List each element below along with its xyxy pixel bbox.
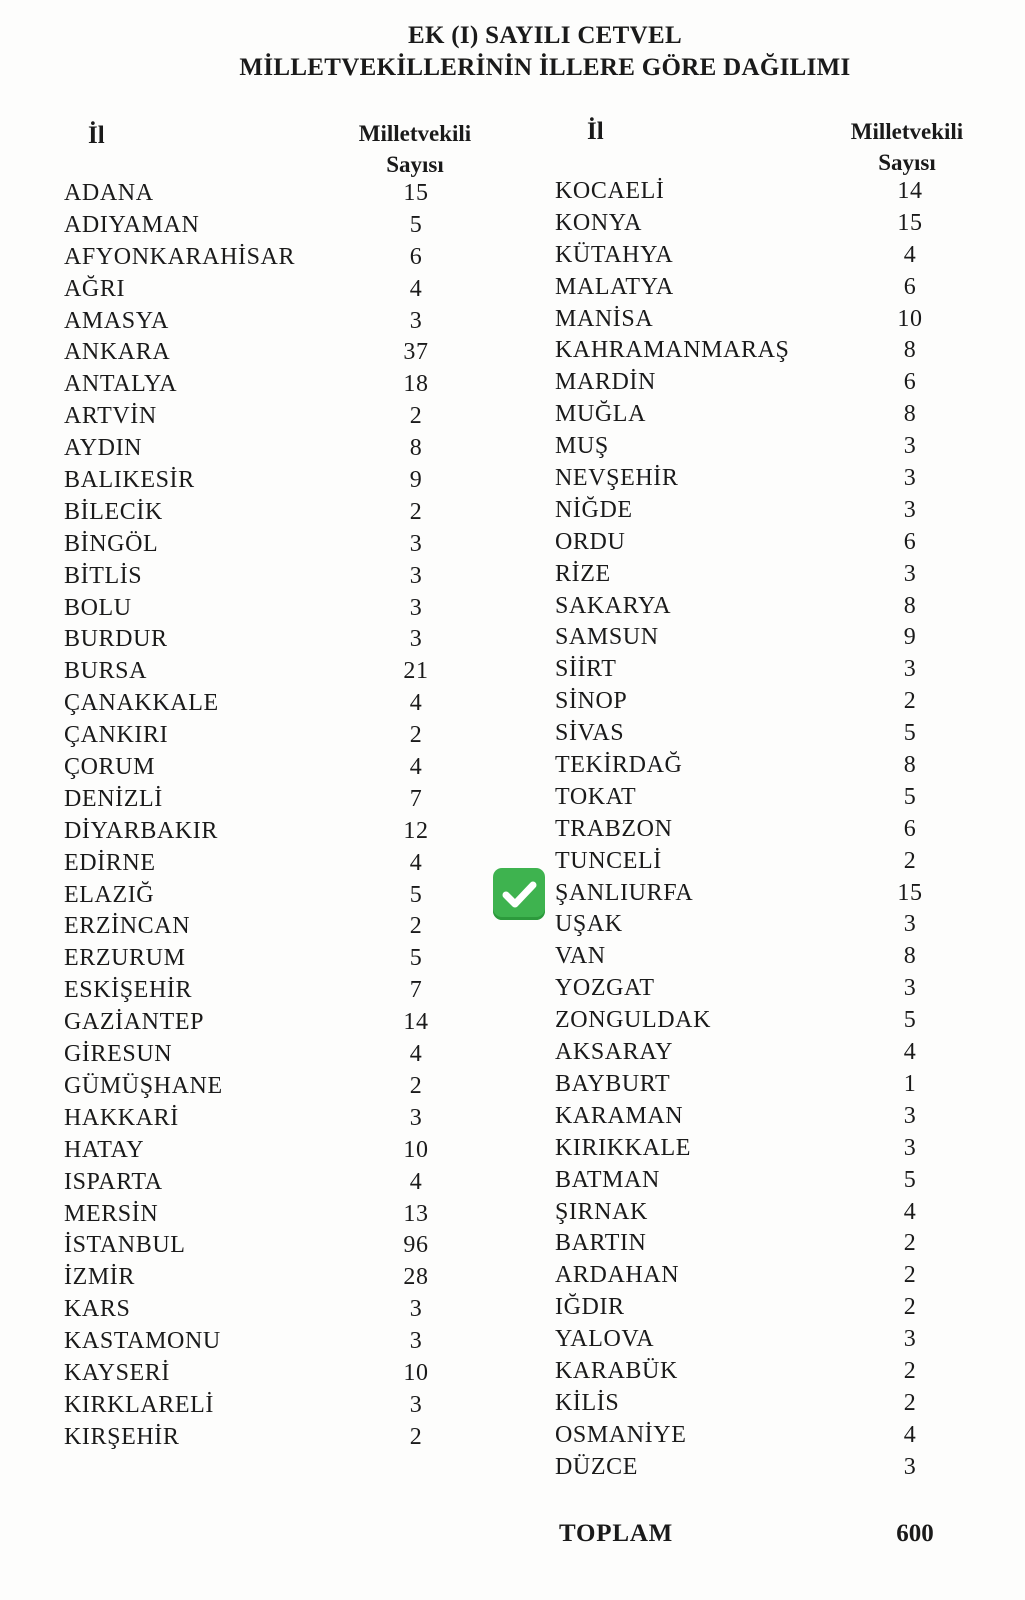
table-row <box>555 561 985 593</box>
table-row <box>555 306 985 338</box>
deputy-count: 2 <box>409 913 423 940</box>
province-name: HAKKARİ <box>64 1104 179 1131</box>
province-name: KASTAMONU <box>64 1328 221 1355</box>
table-row <box>555 1135 985 1167</box>
deputy-count: 10 <box>897 305 923 332</box>
table-row <box>555 1454 985 1486</box>
province-name: YOZGAT <box>555 975 655 1002</box>
deputy-count: 15 <box>897 879 923 906</box>
province-name: IĞDIR <box>555 1294 625 1321</box>
province-name: TUNCELİ <box>555 847 662 874</box>
province-name: UŞAK <box>555 911 623 938</box>
table-row <box>64 595 504 627</box>
deputy-count: 1 <box>903 1070 917 1097</box>
province-name: AĞRI <box>64 275 126 302</box>
deputy-count: 8 <box>903 752 917 779</box>
deputy-count: 2 <box>409 498 423 525</box>
table-row <box>64 308 504 340</box>
table-row <box>64 339 504 371</box>
deputy-count: 2 <box>409 1072 423 1099</box>
province-name: ADIYAMAN <box>64 211 200 238</box>
province-name: ERZİNCAN <box>64 913 191 940</box>
province-name: KARAMAN <box>555 1102 684 1129</box>
province-name: SAMSUN <box>555 624 659 651</box>
deputy-count: 14 <box>897 178 923 204</box>
province-name: GAZİANTEP <box>64 1009 205 1036</box>
table-row <box>64 1424 504 1456</box>
table-row <box>555 465 985 497</box>
table-row <box>64 626 504 658</box>
deputy-count: 5 <box>903 1166 917 1193</box>
province-name: KARS <box>64 1296 131 1323</box>
province-name: MANİSA <box>555 305 654 332</box>
table-row <box>64 1201 504 1233</box>
deputy-count: 10 <box>403 1136 429 1163</box>
province-name: ARDAHAN <box>555 1262 680 1289</box>
table-row <box>555 1326 985 1358</box>
province-name: KOCAELİ <box>555 178 665 204</box>
province-name: ŞIRNAK <box>555 1198 648 1225</box>
deputy-count: 3 <box>409 594 423 621</box>
table-row <box>64 1232 504 1264</box>
table-row <box>555 880 985 912</box>
deputy-count: 2 <box>409 1423 423 1450</box>
province-name: ÇANKIRI <box>64 722 169 749</box>
table-row <box>555 1294 985 1326</box>
deputy-count: 5 <box>903 1007 917 1034</box>
deputy-count: 12 <box>403 817 429 844</box>
table-row <box>555 656 985 688</box>
deputy-count: 3 <box>903 1453 917 1480</box>
table-row <box>555 1039 985 1071</box>
province-name: AFYONKARAHİSAR <box>64 243 296 270</box>
table-row <box>64 435 504 467</box>
deputy-count: 3 <box>903 911 917 938</box>
deputy-count: 3 <box>409 562 423 589</box>
table-row <box>555 497 985 529</box>
deputy-count: 6 <box>903 273 917 300</box>
deputy-count: 4 <box>409 1168 423 1195</box>
deputy-count: 5 <box>409 881 423 908</box>
province-name: BURSA <box>64 658 148 685</box>
table-row <box>64 403 504 435</box>
province-name: ÇORUM <box>64 754 156 781</box>
deputy-count: 6 <box>903 815 917 842</box>
province-name: GİRESUN <box>64 1041 173 1068</box>
deputy-count: 3 <box>409 1104 423 1131</box>
province-name: DİYARBAKIR <box>64 817 219 844</box>
deputy-count: 3 <box>409 1296 423 1323</box>
deputy-count: 3 <box>903 1102 917 1129</box>
province-name: GÜMÜŞHANE <box>64 1072 223 1099</box>
province-name: KIRKLARELİ <box>64 1391 214 1418</box>
province-name: SİVAS <box>555 720 625 747</box>
province-name: KÜTAHYA <box>555 241 674 268</box>
deputy-count: 8 <box>903 592 917 619</box>
table-row <box>64 212 504 244</box>
province-name: EDİRNE <box>64 849 156 876</box>
province-name: BİTLİS <box>64 562 143 589</box>
deputy-count-header-line1: Milletvekili <box>850 119 964 144</box>
deputy-count: 13 <box>403 1200 429 1227</box>
table-row <box>64 1009 504 1041</box>
deputy-count: 14 <box>403 1009 429 1036</box>
table-row <box>64 467 504 499</box>
deputy-count: 5 <box>409 211 423 238</box>
table-row <box>64 945 504 977</box>
table-row <box>64 1328 504 1360</box>
table-row <box>64 977 504 1009</box>
province-name: BAYBURT <box>555 1070 671 1097</box>
deputy-count: 4 <box>409 754 423 781</box>
table-row <box>555 369 985 401</box>
province-name: ÇANAKKALE <box>64 690 219 717</box>
province-name: BARTIN <box>555 1230 647 1257</box>
deputy-count: 3 <box>903 1326 917 1353</box>
deputy-count: 18 <box>403 371 429 398</box>
table-row <box>64 371 504 403</box>
deputy-count: 15 <box>897 209 923 236</box>
province-name: SİNOP <box>555 688 628 715</box>
right-rows <box>555 178 985 1486</box>
table-row <box>555 1358 985 1390</box>
table-row <box>64 690 504 722</box>
table-row <box>64 786 504 818</box>
deputy-count: 3 <box>409 1391 423 1418</box>
table-row <box>64 882 504 914</box>
province-name: AYDIN <box>64 435 143 462</box>
province-name: MERSİN <box>64 1200 159 1227</box>
table-row <box>555 1262 985 1294</box>
table-row <box>555 752 985 784</box>
deputy-count: 6 <box>903 369 917 396</box>
deputy-count: 4 <box>409 849 423 876</box>
deputy-count: 10 <box>403 1359 429 1386</box>
table-row <box>64 658 504 690</box>
province-name: ORDU <box>555 528 626 555</box>
deputy-count: 4 <box>903 1198 917 1225</box>
province-name: ANKARA <box>64 339 171 366</box>
table-row <box>64 531 504 563</box>
table-row <box>64 913 504 945</box>
deputy-count: 6 <box>903 528 917 555</box>
deputy-count: 8 <box>903 943 917 970</box>
deputy-count: 2 <box>903 1389 917 1416</box>
deputy-count: 8 <box>903 337 917 364</box>
province-header: İl <box>88 122 105 149</box>
province-name: NEVŞEHİR <box>555 465 679 492</box>
table-row <box>555 848 985 880</box>
province-name: KIRIKKALE <box>555 1134 692 1161</box>
table-row <box>64 1169 504 1201</box>
province-name: BİLECİK <box>64 498 163 525</box>
province-name: İZMİR <box>64 1264 135 1291</box>
deputy-count: 2 <box>409 722 423 749</box>
province-header: İl <box>587 118 604 145</box>
table-row <box>555 529 985 561</box>
deputy-count: 3 <box>903 465 917 492</box>
table-row <box>555 688 985 720</box>
table-row <box>64 1296 504 1328</box>
province-name: YALOVA <box>555 1326 655 1353</box>
table-row <box>555 401 985 433</box>
deputy-count: 4 <box>903 1421 917 1448</box>
deputy-count-header <box>837 116 977 178</box>
table-row <box>555 1199 985 1231</box>
table-row <box>555 911 985 943</box>
deputy-count-header-line2: Sayısı <box>878 150 936 175</box>
deputy-count: 3 <box>409 626 423 653</box>
province-name: SİİRT <box>555 656 617 683</box>
province-name: KAHRAMANMARAŞ <box>555 337 790 364</box>
province-name: ADANA <box>64 180 154 206</box>
province-name: MUĞLA <box>555 401 646 428</box>
deputy-count: 2 <box>903 1357 917 1384</box>
deputy-count: 37 <box>403 339 429 366</box>
province-name: OSMANİYE <box>555 1421 687 1448</box>
table-row <box>555 784 985 816</box>
province-name: İSTANBUL <box>64 1232 186 1259</box>
deputy-count: 3 <box>903 1134 917 1161</box>
deputy-count: 2 <box>409 403 423 430</box>
table-row <box>555 337 985 369</box>
table-row <box>555 593 985 625</box>
table-row <box>64 1137 504 1169</box>
province-name: ISPARTA <box>64 1168 163 1195</box>
deputy-count: 5 <box>903 783 917 810</box>
table-row <box>64 244 504 276</box>
province-name: BİNGÖL <box>64 530 159 557</box>
table-row <box>64 722 504 754</box>
deputy-count: 21 <box>403 658 429 685</box>
table-row <box>64 818 504 850</box>
table-row <box>555 210 985 242</box>
table-row <box>64 180 504 212</box>
province-name: DENİZLİ <box>64 785 163 812</box>
province-name: AKSARAY <box>555 1039 674 1066</box>
table-row <box>64 1264 504 1296</box>
deputy-count: 7 <box>409 785 423 812</box>
province-name: TRABZON <box>555 815 673 842</box>
document-subtitle: MİLLETVEKİLLERİNİN İLLERE GÖRE DAĞILIMI <box>239 54 851 81</box>
table-row <box>555 178 985 210</box>
province-name: KONYA <box>555 209 642 236</box>
deputy-count: 3 <box>903 560 917 587</box>
table-row <box>64 1105 504 1137</box>
deputy-count: 7 <box>409 977 423 1004</box>
deputy-count: 3 <box>903 496 917 523</box>
province-name: BALIKESİR <box>64 467 195 494</box>
deputy-count: 2 <box>903 1262 917 1289</box>
table-row <box>64 754 504 786</box>
deputy-count: 4 <box>409 690 423 717</box>
deputy-count: 9 <box>903 624 917 651</box>
province-name: BATMAN <box>555 1166 660 1193</box>
deputy-count: 3 <box>903 656 917 683</box>
deputy-count: 2 <box>903 1294 917 1321</box>
deputy-count: 9 <box>409 467 423 494</box>
table-row <box>555 1007 985 1039</box>
deputy-count-header <box>345 118 485 180</box>
province-name: ŞANLIURFA <box>555 879 694 906</box>
table-row <box>555 975 985 1007</box>
deputy-count: 3 <box>903 433 917 460</box>
table-row <box>555 720 985 752</box>
deputy-count: 6 <box>409 243 423 270</box>
province-name: ERZURUM <box>64 945 186 972</box>
province-name: AMASYA <box>64 307 169 334</box>
province-name: ANTALYA <box>64 371 178 398</box>
table-row <box>555 433 985 465</box>
table-row <box>64 499 504 531</box>
table-row <box>64 1041 504 1073</box>
province-name: MALATYA <box>555 273 674 300</box>
table-row <box>64 276 504 308</box>
province-name: KARABÜK <box>555 1357 678 1384</box>
table-row <box>555 1071 985 1103</box>
deputy-count: 2 <box>903 847 917 874</box>
deputy-count: 4 <box>409 1041 423 1068</box>
province-name: NİĞDE <box>555 496 633 523</box>
deputy-count: 3 <box>409 530 423 557</box>
deputy-count: 8 <box>903 401 917 428</box>
table-row <box>555 816 985 848</box>
table-row <box>555 274 985 306</box>
table-row <box>64 1073 504 1105</box>
deputy-count-header-line1: Milletvekili <box>358 121 472 146</box>
table-row <box>64 563 504 595</box>
deputy-count: 8 <box>409 435 423 462</box>
check-mark-icon <box>493 868 545 920</box>
deputy-count: 2 <box>903 688 917 715</box>
province-name: SAKARYA <box>555 592 672 619</box>
province-name: TEKİRDAĞ <box>555 752 683 779</box>
table-row <box>555 242 985 274</box>
province-name: KİLİS <box>555 1389 620 1416</box>
deputy-count: 3 <box>903 975 917 1002</box>
table-row <box>555 1230 985 1262</box>
total-label: TOPLAM <box>559 1520 674 1547</box>
left-rows <box>64 180 504 1456</box>
province-name: ARTVİN <box>64 403 157 430</box>
province-name: ESKİŞEHİR <box>64 977 193 1004</box>
province-name: DÜZCE <box>555 1453 638 1480</box>
table-row <box>555 1167 985 1199</box>
province-name: KIRŞEHİR <box>64 1423 180 1450</box>
province-name: ELAZIĞ <box>64 881 155 908</box>
province-name: MARDİN <box>555 369 656 396</box>
deputy-count: 28 <box>403 1264 429 1291</box>
province-name: RİZE <box>555 560 611 587</box>
deputy-count: 3 <box>409 1328 423 1355</box>
deputy-count: 4 <box>903 241 917 268</box>
deputy-count: 5 <box>409 945 423 972</box>
province-name: TOKAT <box>555 783 637 810</box>
deputy-count: 3 <box>409 307 423 334</box>
deputy-count: 96 <box>403 1232 429 1259</box>
province-name: ZONGULDAK <box>555 1007 712 1034</box>
table-row <box>555 624 985 656</box>
table-row <box>555 1390 985 1422</box>
table-row <box>555 943 985 975</box>
province-name: VAN <box>555 943 606 970</box>
table-row <box>555 1422 985 1454</box>
table-row <box>64 1392 504 1424</box>
deputy-count: 4 <box>409 275 423 302</box>
deputy-count: 2 <box>903 1230 917 1257</box>
deputy-count: 15 <box>403 180 429 206</box>
province-name: BOLU <box>64 594 132 621</box>
province-name: KAYSERİ <box>64 1359 171 1386</box>
province-name: MUŞ <box>555 433 609 460</box>
province-name: BURDUR <box>64 626 168 653</box>
document-title: EK (I) SAYILI CETVEL <box>408 22 682 49</box>
province-name: HATAY <box>64 1136 145 1163</box>
deputy-count: 4 <box>903 1039 917 1066</box>
total-value: 600 <box>896 1520 934 1547</box>
deputy-count-header-line2: Sayısı <box>386 152 444 177</box>
table-row <box>555 1103 985 1135</box>
deputy-count: 5 <box>903 720 917 747</box>
table-row <box>64 850 504 882</box>
table-row <box>64 1360 504 1392</box>
